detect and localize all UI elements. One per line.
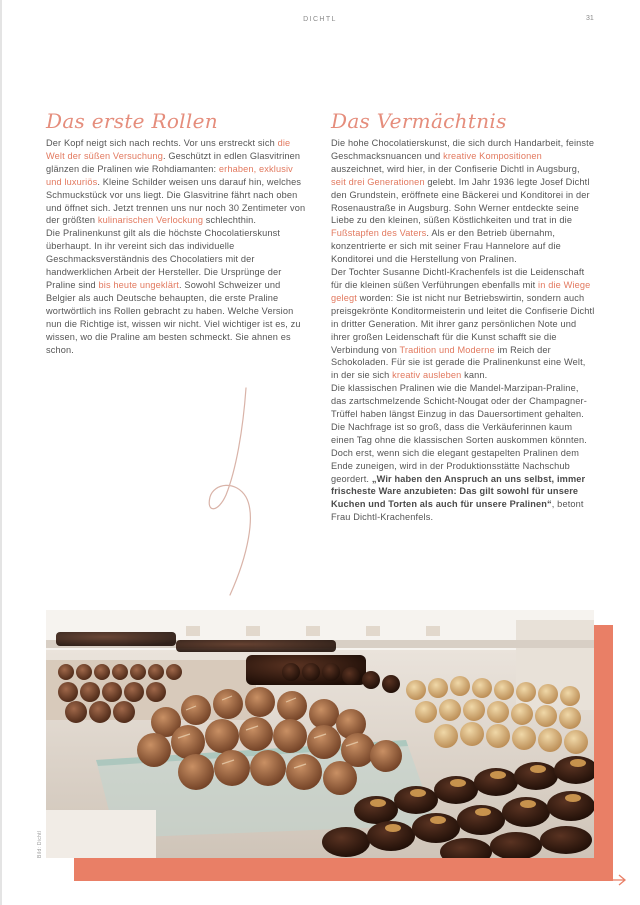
highlight-phrase: die Welt der süßen Versuchung — [46, 138, 291, 161]
highlight-phrase: in die Wiege gelegt — [331, 279, 591, 303]
text-run: kann. — [461, 370, 488, 381]
left-body-text — [46, 137, 310, 356]
highlight-phrase: kreativ ausleben — [392, 370, 462, 381]
text-run: schlechthin. — [203, 215, 257, 226]
text-run: Die Pralinenkunst gilt als die höchste Chocolatierskunst überhaupt. In ihr vereint sich das individuelle Geschmacksverständnis des Chocolatiers mit der handwerklichen Arbeit der Hersteller. Die Ursprünge der Praline sind — [46, 228, 282, 290]
running-head: DICHTL — [303, 16, 337, 23]
highlight-phrase: kreative Kompositionen — [443, 150, 542, 161]
page-edge — [0, 0, 2, 905]
decorative-swirl — [196, 385, 266, 600]
photo-credit: Bild: Dichtl — [37, 830, 43, 858]
text-run: worden: Sie ist nicht nur Betriebswirtin, sondern auch preisgekrönte Konditormeisterin und leitet die Confiserie Dichtl in dritter Generation. Mit ihrer ganz persönlichen Note und ihrer großen Leidenschaft für die Kunst schafft sie die Verbindung von — [331, 292, 595, 355]
left-column — [46, 110, 310, 356]
text-run: . Geschützt in edlen Glasvitrinen glänzen die Pralinen wie Rohdiamanten: — [46, 150, 301, 174]
right-column — [331, 110, 595, 524]
text-run: Die klassischen Pralinen wie die Mandel-Marzipan-Praline, das zartschmelzende Schicht-Nougat oder der Champagner-Trüffel haben längst Einzug in das Dauersortiment gehalten. Die Nachfrage ist so groß, dass die Verkäuferinnen kaum einen Tag ohne die klassischen Sorten auskommen könnten. Doch erst, wenn sich die elegant gestapelten Pralinen dem Ende zuneigen, wird in der Produktionsstätte Nachschub geordert. — [331, 383, 587, 484]
text-run: Der Kopf neigt sich nach rechts. Vor uns erstreckt sich — [46, 138, 278, 148]
highlight-phrase: kulinarischen Verlockung — [97, 215, 204, 226]
highlight-phrase: bis heute ungeklärt — [98, 279, 180, 290]
text-run: . Kleine Schilder weisen uns darauf hin, welches Schmuckstück vor uns liegt. Die Glasvitrine fährt nach oben und öffnet sich. Jetzt trennen uns nur noch 30 Zentimeter von der größten — [46, 176, 306, 226]
text-run: , betont Frau Dichtl-Krachenfels. — [331, 499, 584, 523]
text-run: . Als er den Betrieb übernahm, konzentrierte er sich mit seiner Frau Hannelore auf die Konditorei und die Herstellung von Pralinen. — [331, 228, 561, 265]
next-page-arrow-icon[interactable] — [608, 872, 628, 888]
text-run: gelebt. Im Jahr 1936 legte Josef Dichtl den Grundstein, eröffnete eine Bäckerei und Konditorei in der Rosenaustraße in Augsburg. Sohn Werner entdeckte seine Liebe zu den kleinen, süßen Köstlichkeiten und trat in die — [331, 176, 590, 226]
highlight-phrase: Tradition und Moderne — [399, 344, 495, 355]
text-run: Die hohe Chocolatierskunst, die sich durch Handarbeit, feinste Geschmacksnuancen und — [331, 138, 595, 161]
left-heading: Das erste Rollen — [46, 109, 218, 133]
text-run: auszeichnet, wird hier, in der Confiserie Dichtl in Augsburg, — [331, 163, 580, 174]
pralines-display-photo — [46, 610, 594, 858]
highlight-phrase: seit drei Generationen — [331, 176, 425, 187]
text-run: . Sowohl Schweizer und Belgier als auch Deutsche behaupten, die erste Praline wortwörtlich ins Rollen gebracht zu haben. Welche Version nun die Richtige ist, wissen wir nicht. Viel wichtiger ist es, zu wissen, wo die Praline am besten schmeckt. Sie ahnen es schon. — [46, 279, 301, 355]
right-body-text — [331, 137, 595, 524]
right-heading: Das Vermächtnis — [331, 109, 507, 133]
text-run: im Reich der Schokoladen. Für sie ist gerade die Pralinenkunst eine Welt, in der sie sich — [331, 344, 586, 381]
page-number: 31 — [586, 15, 594, 22]
highlight-phrase: erhaben, exklusiv und luxuriös — [46, 163, 293, 187]
text-run: Der Tochter Susanne Dichtl-Krachenfels ist die Leidenschaft für die kleinen süßen Verführungen ebenfalls mit — [331, 267, 585, 290]
bold-quote: „Wir haben den Anspruch an uns selbst, immer frischeste Ware anzubieten: Das gilt sowohl für unsere Kuchen und Torten als auch für unsere Pralinen“ — [331, 473, 586, 510]
highlight-phrase: Fußstapfen des Vaters — [331, 228, 427, 239]
